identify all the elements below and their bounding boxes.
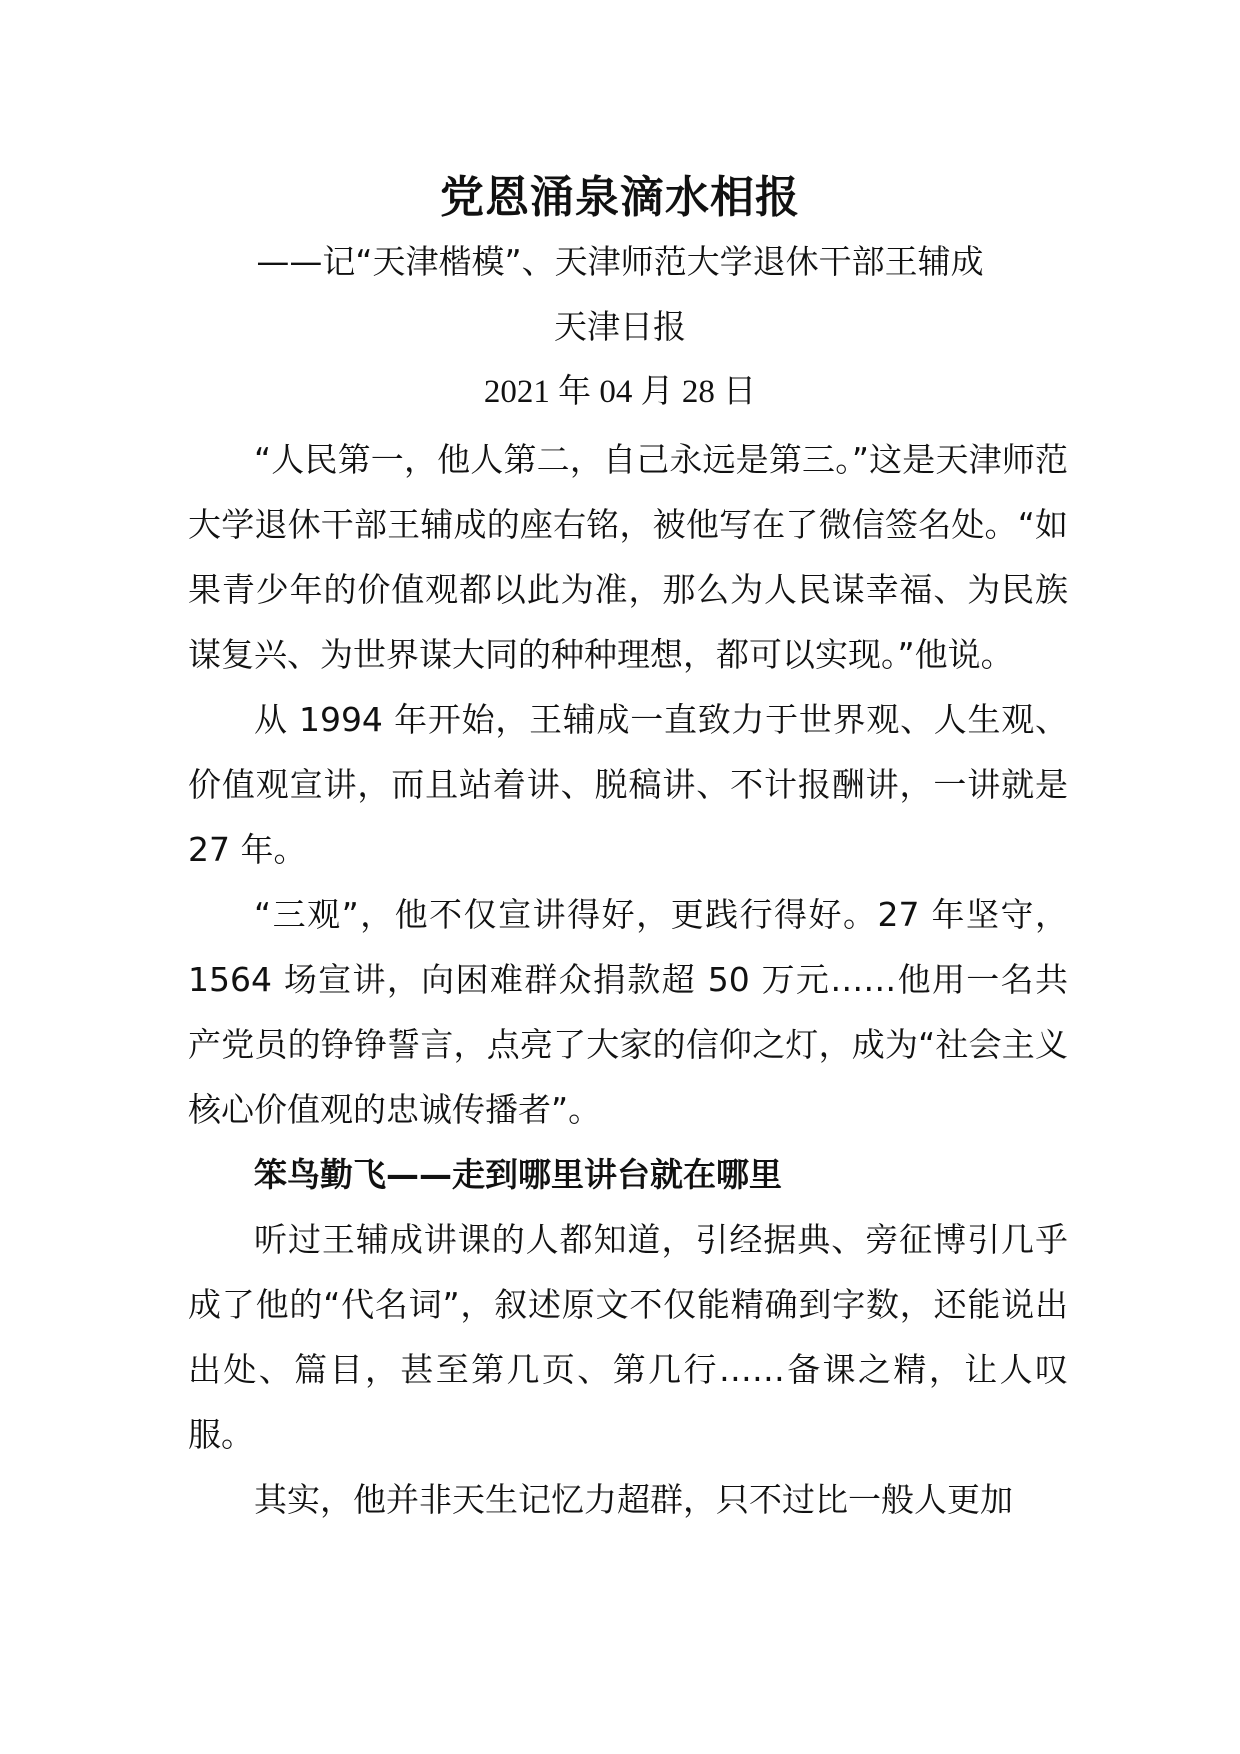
article-body bbox=[188, 427, 1068, 1532]
article-subtitle: ——记“天津楷模”、天津师范大学退休干部王辅成 bbox=[256, 242, 984, 281]
paragraph-lectures: 听过王辅成讲课的人都知道，引经据典、旁征博引几乎成了他的“代名词”，叙述原文不仅能精确到字数，还能说出出处、篇目，甚至第几页、第几行……备课之精，让人叹服。 bbox=[188, 1220, 1068, 1454]
article-source: 天津日报 bbox=[554, 307, 686, 346]
paragraph-intro: “人民第一，他人第二，自己永远是第三。”这是天津师范大学退休干部王辅成的座右铭，被他写在了微信签名处。“如果青少年的价值观都以此为准，那么为人民谋幸福、为民族谋复兴、为世界谋大同的种种理想，都可以实现。”他说。 bbox=[188, 440, 1068, 674]
paragraph-since-1994: 从 1994 年开始，王辅成一直致力于世界观、人生观、价值观宣讲，而且站着讲、脱稿讲、不计报酬讲，一讲就是 27 年。 bbox=[188, 700, 1068, 869]
paragraph-memory: 其实，他并非天生记忆力超群，只不过比一般人更加 bbox=[254, 1480, 1013, 1519]
section-heading: 笨鸟勤飞——走到哪里讲台就在哪里 bbox=[254, 1155, 782, 1194]
article-date: 2021 年 04 月 28 日 bbox=[483, 374, 757, 410]
paragraph-three-views: “三观”，他不仅宣讲得好，更践行得好。27 年坚守，1564 场宣讲，向困难群众捐款超 50 万元……他用一名共产党员的铮铮誓言，点亮了大家的信仰之灯，成为“社会主义核心价值观的忠诚传播者”。 bbox=[188, 895, 1068, 1129]
article-title: 党恩涌泉滴水相报 bbox=[440, 172, 800, 223]
